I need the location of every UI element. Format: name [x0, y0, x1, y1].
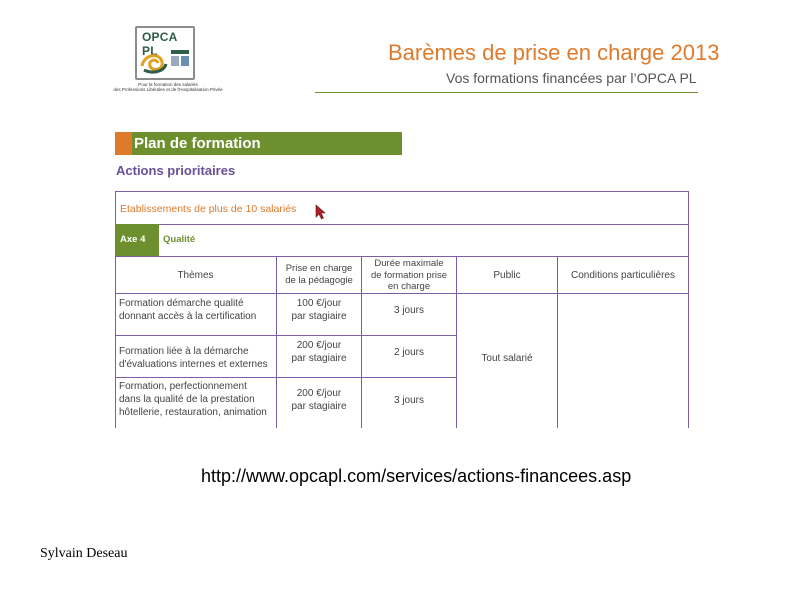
author-name: Sylvain Deseau	[40, 546, 128, 561]
table-row-prise	[277, 297, 361, 323]
opca-pl-logo	[98, 26, 238, 96]
column-header-duree-line-2: de formation prise	[370, 269, 448, 281]
row-3-theme-line-2: dans la qualité de la prestation	[119, 394, 255, 405]
table-border	[115, 335, 457, 336]
table-row-prise	[277, 387, 361, 413]
column-header-themes	[115, 269, 276, 282]
row-3-prise-line-2: par stagiaire	[291, 401, 347, 412]
column-header-conditions	[558, 269, 688, 282]
source-url: http://www.opcapl.com/services/actions-financees.asp	[201, 466, 632, 486]
row-3-theme-line-1: Formation, perfectionnement	[119, 381, 247, 392]
table-border	[115, 377, 457, 378]
public-value-text: Tout salarié	[481, 353, 533, 364]
row-3-prise-line-1: 200 €/jour	[296, 388, 342, 399]
mouse-cursor-icon	[315, 204, 327, 220]
table-border	[115, 224, 689, 225]
table-border	[688, 191, 689, 428]
table-row-theme	[119, 345, 275, 371]
page-subtitle: Vos formations financées par l’OPCA PL	[446, 70, 697, 86]
column-header-prise-line-2: de la pédagogie	[285, 275, 353, 286]
row-1-theme-line-1: Formation démarche qualité	[119, 298, 244, 309]
row-2-theme-line-2: d'évaluations internes et externes	[119, 359, 268, 370]
row-1-theme-line-2: donnant accès à la certification	[119, 311, 257, 322]
logo-frame	[135, 26, 195, 80]
plan-formation-banner	[115, 132, 402, 155]
banner-label: Plan de formation	[134, 135, 261, 152]
column-header-prise	[277, 263, 361, 287]
table-border	[115, 293, 689, 294]
row-3-duree-value: 3 jours	[393, 395, 424, 406]
column-header-public-label: Public	[493, 270, 521, 281]
logo-tagline-line-2: des Professions Libérales et de l'Hospitalisation Privée	[113, 87, 223, 92]
logo-brand-text: OPCA PL	[142, 30, 178, 58]
column-header-duree-line-3: en charge	[387, 281, 431, 292]
column-header-conditions-label: Conditions particulières	[571, 270, 675, 281]
axe-name: Qualité	[163, 234, 196, 245]
table-row-theme	[119, 297, 275, 323]
table-border	[115, 256, 689, 257]
banner-accent	[115, 132, 132, 155]
table-border	[115, 191, 689, 192]
row-2-prise-line-2: par stagiaire	[291, 353, 347, 364]
column-header-themes-label: Thèmes	[177, 270, 214, 281]
row-3-theme-line-3: hôtellerie, restauration, animation	[119, 407, 267, 418]
row-2-prise-line-1: 200 €/jour	[296, 340, 342, 351]
table-row-duree	[362, 394, 456, 407]
axe-label: Axe 4	[120, 234, 146, 245]
row-2-duree-value: 2 jours	[393, 347, 424, 358]
column-header-prise-line-1: Prise en charge	[285, 263, 353, 274]
logo-swirl-icon	[138, 44, 194, 78]
axe-badge	[115, 224, 159, 256]
funding-table	[115, 191, 689, 428]
row-1-prise-line-1: 100 €/jour	[296, 298, 342, 309]
table-row-duree	[362, 346, 456, 359]
row-2-theme-line-1: Formation liée à la démarche	[119, 346, 249, 357]
section-title: Actions prioritaires	[116, 163, 236, 178]
page-title: Barèmes de prise en charge 2013	[388, 40, 720, 65]
table-row-duree	[362, 304, 456, 317]
row-1-duree-value: 3 jours	[393, 305, 424, 316]
establishment-label: Etablissements de plus de 10 salariés	[120, 203, 297, 215]
logo-tagline-line-1: Pour la formation des salariés	[138, 82, 198, 87]
column-header-duree-line-1: Durée maximale	[374, 258, 444, 269]
row-1-prise-line-2: par stagiaire	[291, 311, 347, 322]
column-header-public	[457, 269, 557, 282]
column-header-duree	[362, 258, 456, 293]
public-value	[457, 352, 557, 365]
table-row-theme	[119, 380, 275, 419]
logo-tagline	[98, 82, 238, 92]
table-row-prise	[277, 339, 361, 365]
header-divider	[315, 92, 698, 93]
